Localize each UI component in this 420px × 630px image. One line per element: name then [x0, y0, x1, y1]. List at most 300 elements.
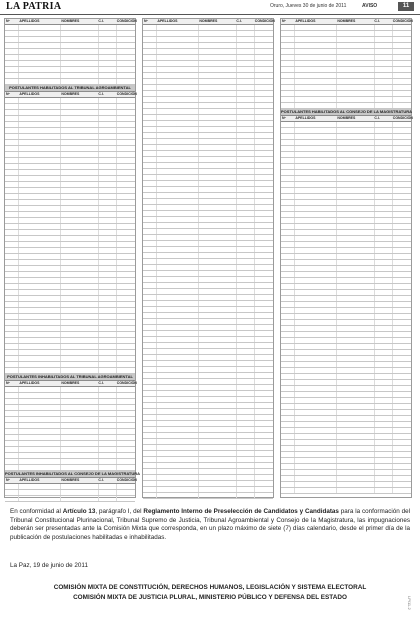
- signature-commission-2: COMISIÓN MIXTA DE JUSTICIA PLURAL, MINISTERIO PÚBLICO Y DEFENSA DEL ESTADO: [73, 594, 347, 601]
- table-cell: [5, 200, 19, 205]
- table-cell: [99, 170, 118, 175]
- table-cell: [281, 428, 295, 433]
- table-cell: [393, 67, 411, 72]
- table-cell: [19, 260, 62, 265]
- table-cell: [237, 31, 256, 36]
- table-cell: [281, 380, 295, 385]
- table-cell: [199, 121, 237, 126]
- table-cell: [393, 55, 411, 60]
- table-cell: [5, 496, 19, 501]
- table-cell: [117, 332, 135, 337]
- table-cell: [99, 164, 118, 169]
- table-cell: [199, 331, 237, 336]
- table-cell: [237, 277, 256, 282]
- table-cell: [99, 55, 118, 60]
- table-cell: [157, 367, 200, 372]
- table-cell: [295, 272, 338, 277]
- table-cell: [337, 326, 375, 331]
- table-cell: [143, 361, 157, 366]
- table-cell: [5, 320, 19, 325]
- table-cell: [99, 302, 118, 307]
- table-cell: [61, 278, 99, 283]
- table-row: [5, 496, 135, 502]
- table-cell: [143, 31, 157, 36]
- table-cell: [375, 49, 394, 54]
- table-cell: [375, 302, 394, 307]
- table-cell: [255, 205, 273, 210]
- table-cell: [99, 182, 118, 187]
- table-cell: [393, 410, 411, 415]
- table-cell: [281, 55, 295, 60]
- table-cell: [117, 230, 135, 235]
- table-cell: [393, 176, 411, 181]
- table-cell: [19, 248, 62, 253]
- table-cell: [99, 453, 118, 458]
- table-cell: [117, 308, 135, 313]
- table-cell: [337, 236, 375, 241]
- table-cell: [295, 254, 338, 259]
- table-cell: [375, 368, 394, 373]
- table-cell: [337, 344, 375, 349]
- table-cell: [143, 187, 157, 192]
- table-cell: [117, 224, 135, 229]
- table-cell: [99, 98, 118, 103]
- table-cell: [281, 482, 295, 487]
- table-cell: [143, 433, 157, 438]
- table-cell: [5, 212, 19, 217]
- table-cell: [393, 290, 411, 295]
- table-cell: [99, 429, 118, 434]
- table-cell: [393, 230, 411, 235]
- table-cell: [199, 25, 237, 30]
- table-cell: [99, 188, 118, 193]
- header-id: C.I.: [236, 19, 242, 23]
- table-cell: [393, 344, 411, 349]
- header-status: CONDICIÓN: [116, 92, 137, 96]
- table-cell: [281, 103, 295, 108]
- table-cell: [255, 259, 273, 264]
- table-cell: [157, 187, 200, 192]
- table-cell: [199, 127, 237, 132]
- header-names: NOMBRES: [61, 19, 80, 23]
- table-cell: [199, 445, 237, 450]
- table-cell: [157, 319, 200, 324]
- table-cell: [157, 343, 200, 348]
- table-cell: [281, 308, 295, 313]
- table-cell: [5, 302, 19, 307]
- table-cell: [337, 464, 375, 469]
- table-cell: [237, 229, 256, 234]
- table-cell: [143, 103, 157, 108]
- table-cell: [199, 355, 237, 360]
- table-cell: [143, 199, 157, 204]
- table-cell: [281, 218, 295, 223]
- table-cell: [295, 368, 338, 373]
- table-cell: [143, 163, 157, 168]
- table-cell: [143, 301, 157, 306]
- table-cell: [237, 169, 256, 174]
- table-cell: [375, 374, 394, 379]
- table-cell: [5, 490, 19, 495]
- table-cell: [281, 434, 295, 439]
- table-cell: [393, 79, 411, 84]
- table-cell: [337, 386, 375, 391]
- table-cell: [61, 248, 99, 253]
- table-cell: [99, 176, 118, 181]
- table-cell: [337, 55, 375, 60]
- table-cell: [337, 290, 375, 295]
- table-cell: [61, 242, 99, 247]
- table-cell: [281, 188, 295, 193]
- table-cell: [295, 482, 338, 487]
- table-cell: [255, 73, 273, 78]
- table-cell: [5, 146, 19, 151]
- table-cell: [281, 212, 295, 217]
- table-cell: [255, 337, 273, 342]
- table-cell: [237, 337, 256, 342]
- table-cell: [393, 350, 411, 355]
- table-cell: [237, 397, 256, 402]
- table-cell: [199, 373, 237, 378]
- table-cell: [117, 170, 135, 175]
- table-cell: [143, 349, 157, 354]
- table-cell: [199, 97, 237, 102]
- table-cell: [393, 398, 411, 403]
- table-cell: [337, 242, 375, 247]
- table-cell: [337, 416, 375, 421]
- table-cell: [61, 230, 99, 235]
- table-cell: [5, 158, 19, 163]
- table-cell: [337, 152, 375, 157]
- table-cell: [295, 284, 338, 289]
- table-cell: [295, 200, 338, 205]
- table-cell: [117, 43, 135, 48]
- table-cell: [337, 488, 375, 493]
- table-cell: [99, 362, 118, 367]
- table-cell: [143, 241, 157, 246]
- table-cell: [237, 37, 256, 42]
- table-cell: [375, 308, 394, 313]
- masthead: [0, 0, 420, 15]
- table-cell: [117, 104, 135, 109]
- table-cell: [99, 260, 118, 265]
- table-cell: [117, 344, 135, 349]
- table-cell: [19, 128, 62, 133]
- table-cell: [99, 200, 118, 205]
- table-cell: [295, 332, 338, 337]
- table-cell: [393, 194, 411, 199]
- table-cell: [295, 79, 338, 84]
- table-cell: [375, 140, 394, 145]
- table-cell: [295, 404, 338, 409]
- table-cell: [61, 146, 99, 151]
- table-cell: [337, 140, 375, 145]
- table-cell: [281, 386, 295, 391]
- table-cell: [157, 103, 200, 108]
- table-cell: [5, 338, 19, 343]
- table-cell: [61, 212, 99, 217]
- table-cell: [237, 361, 256, 366]
- table-cell: [375, 200, 394, 205]
- table-cell: [393, 440, 411, 445]
- table-cell: [393, 428, 411, 433]
- table-cell: [157, 157, 200, 162]
- table-cell: [255, 385, 273, 390]
- newspaper-name: LA PATRIA: [6, 1, 62, 12]
- table-cell: [19, 98, 62, 103]
- table-cell: [393, 140, 411, 145]
- table-cell: [61, 296, 99, 301]
- table-cell: [61, 344, 99, 349]
- table-cell: [117, 55, 135, 60]
- table-cell: [337, 79, 375, 84]
- table-cell: [157, 295, 200, 300]
- table-cell: [117, 61, 135, 66]
- table-cell: [337, 164, 375, 169]
- table-cell: [143, 481, 157, 486]
- table-cell: [337, 73, 375, 78]
- table-cell: [5, 31, 19, 36]
- table-cell: [5, 278, 19, 283]
- header-number: Nº: [282, 116, 286, 120]
- table-cell: [281, 350, 295, 355]
- table-cell: [143, 409, 157, 414]
- table-cell: [199, 469, 237, 474]
- rows-container: [5, 25, 135, 85]
- table-cell: [19, 465, 62, 470]
- table-cell: [281, 260, 295, 265]
- table-cell: [143, 397, 157, 402]
- table-cell: [295, 338, 338, 343]
- table-cell: [281, 266, 295, 271]
- table-cell: [143, 229, 157, 234]
- table-cell: [255, 439, 273, 444]
- list-block-continued: [143, 19, 273, 499]
- table-cell: [61, 314, 99, 319]
- header-number: Nº: [6, 381, 10, 385]
- table-cell: [281, 422, 295, 427]
- table-cell: [19, 188, 62, 193]
- table-cell: [117, 459, 135, 464]
- table-cell: [99, 405, 118, 410]
- table-cell: [255, 403, 273, 408]
- table-cell: [337, 97, 375, 102]
- table-cell: [393, 91, 411, 96]
- table-cell: [237, 319, 256, 324]
- table-cell: [99, 43, 118, 48]
- table-cell: [117, 465, 135, 470]
- table-cell: [281, 446, 295, 451]
- table-cell: [157, 307, 200, 312]
- table-cell: [337, 176, 375, 181]
- table-cell: [117, 218, 135, 223]
- table-cell: [143, 133, 157, 138]
- table-cell: [295, 31, 338, 36]
- table-cell: [19, 326, 62, 331]
- table-cell: [61, 37, 99, 42]
- table-cell: [19, 236, 62, 241]
- table-cell: [281, 278, 295, 283]
- table-cell: [157, 247, 200, 252]
- table-cell: [19, 104, 62, 109]
- table-cell: [117, 79, 135, 84]
- table-cell: [295, 410, 338, 415]
- table-cell: [61, 164, 99, 169]
- table-cell: [5, 140, 19, 145]
- table-cell: [143, 331, 157, 336]
- header-status: CONDICIÓN: [392, 116, 413, 120]
- table-cell: [295, 85, 338, 90]
- table-cell: [393, 85, 411, 90]
- table-cell: [393, 464, 411, 469]
- table-cell: [143, 427, 157, 432]
- table-cell: [157, 211, 200, 216]
- table-cell: [393, 152, 411, 157]
- table-cell: [199, 223, 237, 228]
- table-cell: [337, 350, 375, 355]
- table-cell: [375, 188, 394, 193]
- table-cell: [61, 411, 99, 416]
- table-cell: [375, 242, 394, 247]
- table-cell: [143, 307, 157, 312]
- table-cell: [199, 421, 237, 426]
- table-cell: [295, 128, 338, 133]
- table-cell: [99, 435, 118, 440]
- table-cell: [281, 134, 295, 139]
- table-cell: [99, 224, 118, 229]
- table-cell: [5, 405, 19, 410]
- header-surname: APELLIDOS: [295, 19, 316, 23]
- table-cell: [61, 25, 99, 30]
- table-cell: [19, 344, 62, 349]
- table-cell: [19, 429, 62, 434]
- table-cell: [393, 434, 411, 439]
- table-cell: [19, 272, 62, 277]
- table-cell: [237, 451, 256, 456]
- table-cell: [375, 398, 394, 403]
- table-cell: [199, 457, 237, 462]
- table-cell: [237, 205, 256, 210]
- table-cell: [143, 85, 157, 90]
- table-cell: [117, 429, 135, 434]
- table-cell: [255, 217, 273, 222]
- table-cell: [255, 241, 273, 246]
- table-cell: [19, 146, 62, 151]
- table-cell: [375, 416, 394, 421]
- table-cell: [295, 458, 338, 463]
- table-cell: [157, 397, 200, 402]
- roster-column-2: [142, 18, 274, 498]
- table-cell: [157, 73, 200, 78]
- table-cell: [99, 344, 118, 349]
- table-cell: [237, 373, 256, 378]
- table-cell: [5, 110, 19, 115]
- table-cell: [5, 314, 19, 319]
- list-heading: POSTULANTES HABILITADOS AL TRIBUNAL AGROAMBIENTAL: [5, 85, 135, 92]
- table-cell: [99, 484, 118, 489]
- table-cell: [5, 236, 19, 241]
- table-cell: [237, 67, 256, 72]
- table-cell: [117, 356, 135, 361]
- table-cell: [19, 116, 62, 121]
- table-cell: [281, 182, 295, 187]
- table-cell: [337, 218, 375, 223]
- table-cell: [375, 410, 394, 415]
- table-cell: [157, 97, 200, 102]
- table-cell: [255, 193, 273, 198]
- table-cell: [295, 326, 338, 331]
- table-cell: [199, 235, 237, 240]
- table-cell: [237, 163, 256, 168]
- table-cell: [281, 248, 295, 253]
- table-cell: [61, 182, 99, 187]
- table-cell: [337, 332, 375, 337]
- header-id: C.I.: [98, 19, 104, 23]
- table-cell: [255, 157, 273, 162]
- table-cell: [157, 469, 200, 474]
- table-cell: [255, 391, 273, 396]
- table-cell: [157, 277, 200, 282]
- table-cell: [393, 236, 411, 241]
- table-cell: [157, 49, 200, 54]
- side-code: LP/11-2: [407, 596, 412, 610]
- table-cell: [281, 326, 295, 331]
- table-cell: [19, 411, 62, 416]
- table-cell: [117, 362, 135, 367]
- table-cell: [295, 362, 338, 367]
- table-cell: [157, 289, 200, 294]
- table-cell: [237, 415, 256, 420]
- table-cell: [99, 73, 118, 78]
- table-cell: [19, 206, 62, 211]
- table-cell: [19, 67, 62, 72]
- table-cell: [99, 393, 118, 398]
- table-cell: [295, 242, 338, 247]
- table-cell: [375, 37, 394, 42]
- table-cell: [99, 128, 118, 133]
- table-cell: [199, 199, 237, 204]
- table-cell: [99, 447, 118, 452]
- table-cell: [337, 188, 375, 193]
- table-cell: [393, 218, 411, 223]
- header-surname: APELLIDOS: [19, 19, 40, 23]
- table-cell: [255, 79, 273, 84]
- list-heading: POSTULANTES INHABILITADOS AL TRIBUNAL AGROAMBIENTAL: [5, 374, 135, 381]
- table-cell: [393, 404, 411, 409]
- table-cell: [5, 362, 19, 367]
- table-cell: [295, 212, 338, 217]
- table-cell: [255, 265, 273, 270]
- table-cell: [143, 127, 157, 132]
- table-cell: [281, 470, 295, 475]
- table-cell: [237, 409, 256, 414]
- table-cell: [375, 446, 394, 451]
- table-cell: [117, 314, 135, 319]
- table-cell: [237, 427, 256, 432]
- table-cell: [61, 284, 99, 289]
- table-cell: [337, 272, 375, 277]
- table-cell: [157, 37, 200, 42]
- table-cell: [393, 488, 411, 493]
- table-cell: [237, 79, 256, 84]
- table-cell: [117, 236, 135, 241]
- table-cell: [143, 247, 157, 252]
- table-cell: [237, 85, 256, 90]
- table-cell: [157, 163, 200, 168]
- table-cell: [199, 265, 237, 270]
- table-cell: [5, 61, 19, 66]
- table-cell: [375, 320, 394, 325]
